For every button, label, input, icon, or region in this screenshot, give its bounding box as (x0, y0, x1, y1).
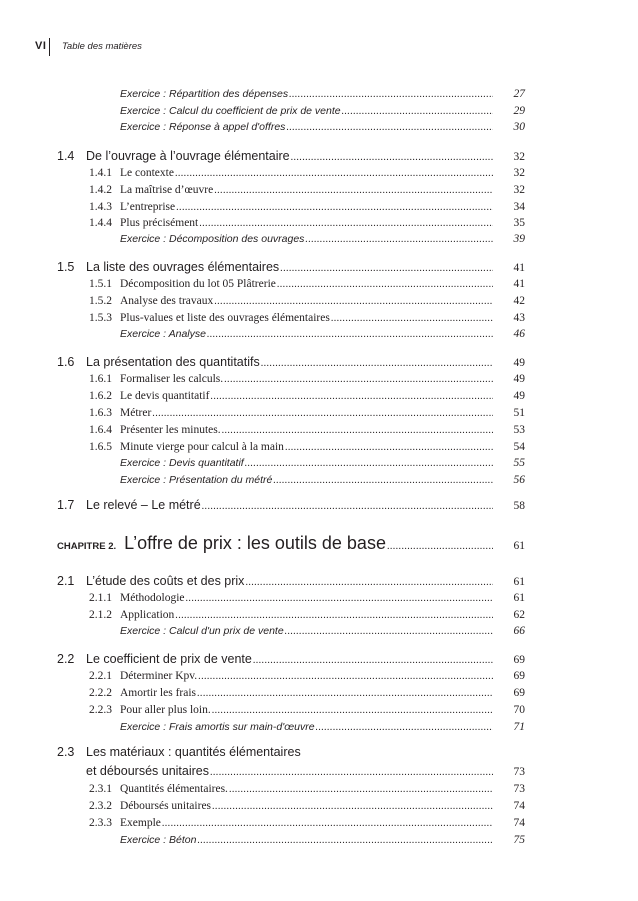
page-number-ref: 46 (513, 328, 525, 340)
toc-subsection-entry[interactable] (89, 670, 525, 682)
toc-section-entry[interactable] (57, 149, 525, 163)
entry-title: Quantités élémentaires. (120, 783, 228, 795)
toc-subsection-entry[interactable] (89, 441, 525, 453)
entry-label (89, 295, 213, 307)
entry-title: Le relevé – Le métré (86, 498, 201, 512)
dot-leader (289, 89, 493, 100)
page-number-ref: 66 (513, 625, 525, 637)
page-number-ref: 73 (513, 783, 525, 795)
entry-number: 1.6.4 (89, 424, 112, 436)
entry-label (89, 687, 196, 699)
entry-number: 1.5.3 (89, 312, 112, 324)
dot-leader (277, 279, 493, 290)
entry-title: La maîtrise d’œuvre (120, 184, 214, 196)
entry-label (57, 533, 386, 554)
toc-chapter-entry[interactable] (57, 533, 525, 554)
toc-subsection-entry[interactable] (89, 167, 525, 179)
entry-number: 2.3.2 (89, 800, 112, 812)
toc-exercise-entry[interactable] (120, 88, 525, 100)
entry-number: 1.7 (57, 498, 75, 512)
toc-section-entry[interactable] (57, 652, 525, 666)
dot-leader (199, 218, 493, 229)
dot-leader (261, 358, 493, 369)
dot-leader (186, 593, 493, 604)
entry-title: Exercice : Calcul du coefficient de prix de vente (120, 105, 341, 117)
dot-leader (175, 168, 493, 179)
page-number-ref: 70 (513, 704, 525, 716)
entry-title: et déboursés unitaires (86, 764, 209, 778)
page-number-ref: 51 (513, 407, 525, 419)
entry-label (89, 704, 211, 716)
entry-title: Exercice : Présentation du métré (120, 474, 273, 486)
entry-label (89, 817, 161, 829)
entry-number: 2.1 (57, 574, 75, 588)
entry-title: Les matériaux : quantités élémentaires (86, 745, 301, 759)
entry-number: 2.2.3 (89, 704, 112, 716)
dot-leader (229, 784, 493, 795)
entry-title: La présentation des quantitatifs (86, 355, 260, 369)
toc-subsection-entry[interactable] (89, 407, 525, 419)
entry-number: 2.1.2 (89, 609, 112, 621)
toc-subsection-entry[interactable] (89, 217, 525, 229)
toc-exercise-entry[interactable] (120, 121, 525, 133)
toc-exercise-entry[interactable] (120, 233, 525, 245)
entry-number: 1.6.5 (89, 441, 112, 453)
page-number-ref: 69 (513, 687, 525, 699)
entry-label (120, 457, 244, 469)
page-number-ref: 58 (513, 500, 525, 512)
entry-label (57, 355, 260, 369)
dot-leader (286, 122, 493, 133)
page-number-ref: 32 (513, 151, 525, 163)
entry-number: 2.2.2 (89, 687, 112, 699)
entry-label (57, 764, 209, 778)
entry-title: Analyse des travaux (120, 295, 214, 307)
entry-label (89, 278, 276, 290)
dot-leader (291, 152, 493, 163)
entry-title: Décomposition du lot 05 Plâtrerie (120, 278, 276, 290)
entry-label (120, 834, 196, 846)
entry-label (89, 407, 151, 419)
entry-title: Le devis quantitatif (120, 390, 210, 402)
entry-title: Métrer (120, 407, 152, 419)
page-number-ref: 69 (513, 670, 525, 682)
entry-title: Présenter les minutes. (120, 424, 221, 436)
entry-label (120, 105, 341, 117)
dot-leader (253, 655, 493, 666)
toc-exercise-entry[interactable] (120, 834, 525, 846)
dot-leader (210, 767, 493, 778)
dot-leader (285, 442, 493, 453)
entry-number: 1.6.1 (89, 373, 112, 385)
page-number-ref: 39 (513, 233, 525, 245)
entry-number: 2.3 (57, 745, 75, 759)
page-number-ref: 53 (513, 424, 525, 436)
entry-label (57, 574, 244, 588)
dot-leader (197, 835, 493, 846)
toc-section-entry[interactable] (57, 764, 525, 778)
toc-subsection-entry[interactable] (89, 424, 525, 436)
page-number-ref: 32 (513, 184, 525, 196)
toc-subsection-entry[interactable] (89, 817, 525, 829)
toc-subsection-entry[interactable] (89, 592, 525, 604)
entry-label (89, 592, 185, 604)
dot-leader (280, 263, 493, 274)
entry-label (89, 184, 213, 196)
running-title: Table des matières (62, 41, 142, 52)
entry-title: Formaliser les calculs. (120, 373, 224, 385)
toc-exercise-entry[interactable] (120, 721, 525, 733)
entry-title: Minute vierge pour calcul à la main (120, 441, 284, 453)
dot-leader (316, 722, 493, 733)
entry-title: Plus précisément (120, 217, 199, 229)
page-number-ref: 69 (513, 654, 525, 666)
entry-title: Exercice : Réponse à appel d'offres (120, 121, 286, 133)
page-number-ref: 43 (513, 312, 525, 324)
entry-title: L’étude des coûts et des prix (86, 574, 245, 588)
dot-leader (198, 671, 493, 682)
page-number-ref: 56 (513, 474, 525, 486)
toc-subsection-entry[interactable] (89, 609, 525, 621)
entry-label (57, 498, 201, 512)
dot-leader (214, 296, 493, 307)
entry-title: Pour aller plus loin. (120, 704, 211, 716)
dot-leader (305, 234, 493, 245)
entry-number: 1.5.2 (89, 295, 112, 307)
entry-number: 1.4.3 (89, 201, 112, 213)
page-number-ref: 41 (513, 262, 525, 274)
entry-label (57, 149, 290, 163)
toc-exercise-entry[interactable] (120, 457, 525, 469)
entry-number: 2.3.3 (89, 817, 112, 829)
entry-label (89, 373, 223, 385)
toc-subsection-entry[interactable] (89, 312, 525, 324)
dot-leader (210, 391, 493, 402)
entry-label (89, 424, 221, 436)
dot-leader (175, 610, 493, 621)
toc-exercise-entry[interactable] (120, 625, 525, 637)
page-number-ref: 74 (513, 800, 525, 812)
entry-number: 1.5.1 (89, 278, 112, 290)
toc-subsection-entry[interactable] (89, 278, 525, 290)
page-number-ref: 74 (513, 817, 525, 829)
entry-title: Méthodologie (120, 592, 185, 604)
toc-section-entry[interactable] (57, 260, 525, 274)
dot-leader (342, 106, 493, 117)
entry-title: Exercice : Analyse (120, 328, 206, 340)
entry-label (120, 121, 285, 133)
dot-leader (202, 501, 493, 512)
entry-number: 1.6 (57, 355, 75, 369)
page-number-ref: 55 (513, 457, 525, 469)
toc-subsection-entry[interactable] (89, 201, 525, 213)
entry-label (89, 390, 209, 402)
header-divider (49, 38, 50, 56)
entry-number: 1.5 (57, 260, 75, 274)
dot-leader (212, 801, 493, 812)
toc-subsection-entry[interactable] (89, 373, 525, 385)
entry-title: Plus-values et liste des ouvrages élémentaires (120, 312, 330, 324)
entry-label (120, 721, 315, 733)
dot-leader (214, 185, 493, 196)
page-number-ref: 73 (513, 766, 525, 778)
page-number-ref: 41 (513, 278, 525, 290)
entry-label (89, 441, 284, 453)
dot-leader (245, 458, 493, 469)
page-number-ref: 29 (513, 105, 525, 117)
dot-leader (273, 475, 493, 486)
page-number-ref: 49 (513, 373, 525, 385)
page-number-ref: 54 (513, 441, 525, 453)
entry-title: Exercice : Frais amortis sur main-d'œuvre (120, 721, 315, 733)
entry-label (57, 260, 279, 274)
entry-label (89, 312, 330, 324)
page-number-ref: 61 (513, 592, 525, 604)
page-number-ref: 62 (513, 609, 525, 621)
toc-exercise-entry[interactable] (120, 105, 525, 117)
page-number-ref: 35 (513, 217, 525, 229)
entry-title: Déterminer Kpv. (120, 670, 198, 682)
toc-section-entry[interactable] (57, 355, 525, 369)
entry-number: 1.4.2 (89, 184, 112, 196)
dot-leader (152, 408, 493, 419)
page-number: VI (35, 40, 47, 52)
entry-title: Amortir les frais (120, 687, 197, 699)
page-number-ref: 32 (513, 167, 525, 179)
dot-leader (162, 818, 493, 829)
dot-leader (207, 329, 493, 340)
entry-label (89, 217, 198, 229)
entry-number: 2.2 (57, 652, 75, 666)
chapter-label: CHAPITRE 2. (57, 541, 117, 552)
entry-number: 1.4 (57, 149, 75, 163)
entry-label (120, 474, 272, 486)
entry-label (89, 201, 175, 213)
toc-subsection-entry[interactable] (89, 687, 525, 699)
toc-section-title-line1 (57, 745, 301, 759)
entry-label (89, 800, 211, 812)
entry-title: Exercice : Répartition des dépenses (120, 88, 289, 100)
entry-title: De l’ouvrage à l’ouvrage élémentaire (86, 149, 290, 163)
dot-leader (224, 374, 493, 385)
page-number-ref: 27 (513, 88, 525, 100)
page-number-ref: 49 (513, 357, 525, 369)
entry-title: L’entreprise (120, 201, 176, 213)
entry-title: Exemple (120, 817, 161, 829)
entry-title: Exercice : Devis quantitatif (120, 457, 244, 469)
page-number-ref: 42 (513, 295, 525, 307)
entry-label (120, 88, 288, 100)
entry-title: Application (120, 609, 175, 621)
page-number-ref: 34 (513, 201, 525, 213)
toc-subsection-entry[interactable] (89, 295, 525, 307)
entry-number: 1.6.3 (89, 407, 112, 419)
entry-number: 1.6.2 (89, 390, 112, 402)
entry-title: Déboursés unitaires (120, 800, 212, 812)
toc-subsection-entry[interactable] (89, 390, 525, 402)
page-number-ref: 71 (513, 721, 525, 733)
entry-label (89, 609, 174, 621)
page-number-ref: 49 (513, 390, 525, 402)
entry-label (120, 625, 284, 637)
entry-label (89, 167, 174, 179)
entry-title: La liste des ouvrages élémentaires (86, 260, 280, 274)
entry-label (89, 783, 228, 795)
toc-exercise-entry[interactable] (120, 474, 525, 486)
chapter-title: L’offre de prix : les outils de base (124, 533, 386, 553)
entry-label (57, 652, 252, 666)
dot-leader (331, 313, 493, 324)
toc-section-entry[interactable] (57, 574, 525, 588)
dot-leader (212, 705, 493, 716)
dot-leader (387, 541, 493, 552)
toc-exercise-entry[interactable] (120, 328, 525, 340)
entry-number: 1.4.1 (89, 167, 112, 179)
dot-leader (176, 202, 493, 213)
toc-subsection-entry[interactable] (89, 800, 525, 812)
entry-number: 2.2.1 (89, 670, 112, 682)
dot-leader (285, 626, 493, 637)
entry-title: Le coefficient de prix de vente (86, 652, 252, 666)
toc-section-entry[interactable] (57, 498, 525, 512)
toc-subsection-entry[interactable] (89, 704, 525, 716)
entry-title: Exercice : Décomposition des ouvrages (120, 233, 305, 245)
entry-label (120, 328, 206, 340)
page-number-ref: 30 (513, 121, 525, 133)
entry-number: 2.1.1 (89, 592, 112, 604)
entry-label (89, 670, 197, 682)
toc-subsection-entry[interactable] (89, 783, 525, 795)
toc-subsection-entry[interactable] (89, 184, 525, 196)
page-number-ref: 61 (513, 576, 525, 588)
dot-leader (222, 425, 493, 436)
entry-title: Le contexte (120, 167, 174, 179)
entry-number: 2.3.1 (89, 783, 112, 795)
dot-leader (197, 688, 493, 699)
dot-leader (245, 577, 493, 588)
entry-number: 1.4.4 (89, 217, 112, 229)
page-number-ref: 61 (513, 540, 525, 552)
page-number-ref: 75 (513, 834, 525, 846)
entry-title: Exercice : Béton (120, 834, 197, 846)
entry-title: Exercice : Calcul d'un prix de vente (120, 625, 284, 637)
entry-label (120, 233, 304, 245)
